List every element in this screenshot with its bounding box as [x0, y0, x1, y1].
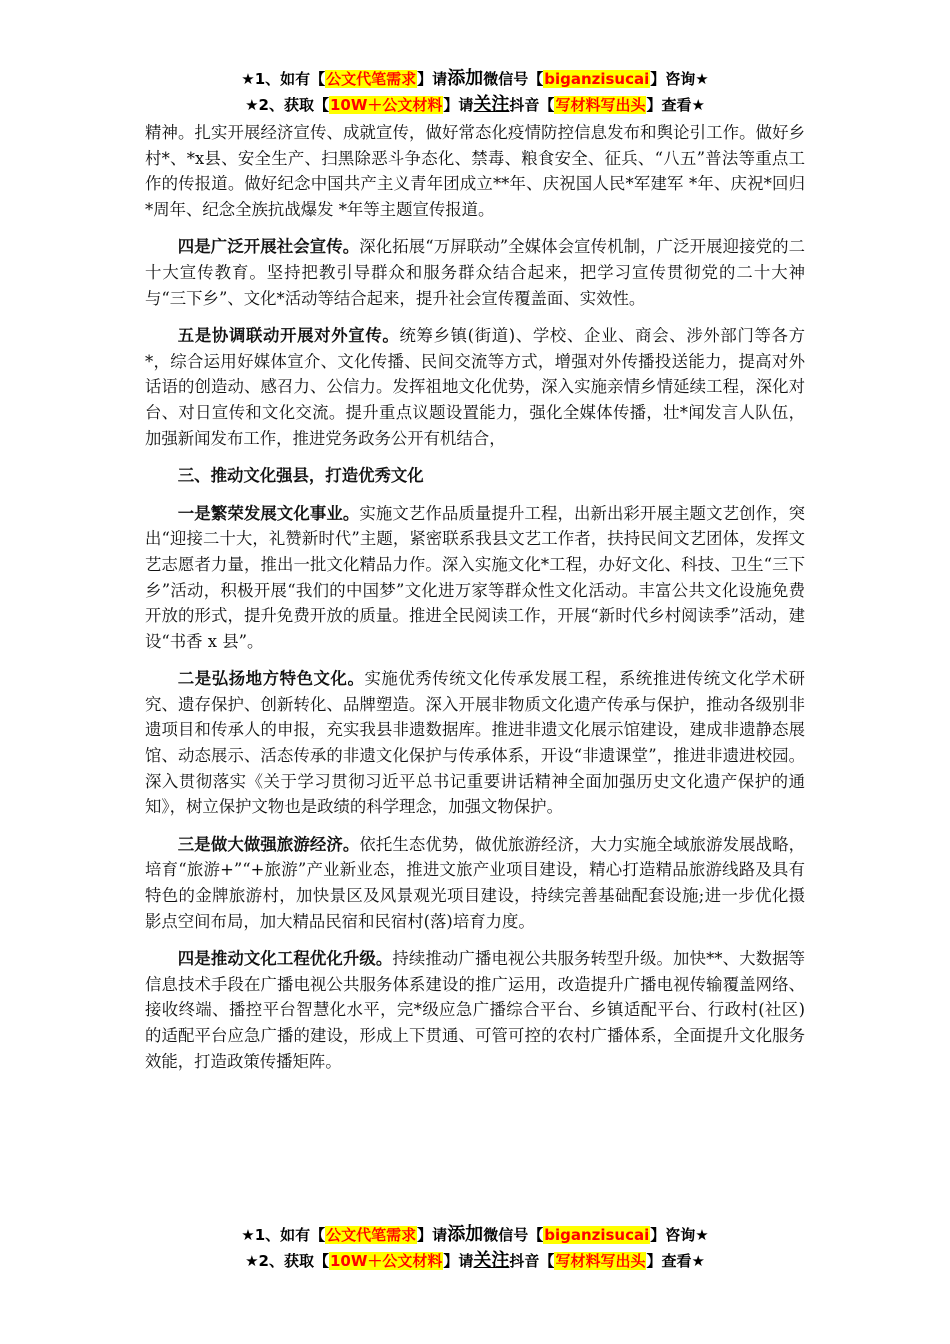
banner-line-2: ★2、获取【10W＋公文材料】请关注抖音【写材料写出头】查看★	[245, 94, 705, 115]
paragraph-lead: 四是广泛开展社会宣传。	[177, 237, 360, 257]
paragraph: 三是做大做强旅游经济。依托生态优势，做优旅游经济，大力实施全域旅游发展战略，培育“旅游+”“+旅游”产业新业态，推进文旅产业项目建设，精心打造精品旅游线路及具有特色的金牌旅游村，加快景区及风景观光项目建设，持续完善基础配套设施;进一步优化摄影点空间布局，加大精品民宿和民宿村(落)培育力度。	[145, 834, 805, 931]
highlight-materials: 10W＋公文材料	[329, 96, 443, 114]
highlight-service: 公文代笔需求	[326, 70, 417, 88]
highlight-douyin-id: 写材料写出头	[555, 96, 646, 114]
bottom-banner	[0, 1222, 950, 1274]
paragraph-lead: 四是推动文化工程优化升级。	[177, 949, 393, 969]
paragraph: 四是推动文化工程优化升级。持续推动广播电视公共服务转型升级。加快**、大数据等信息技术手段在广播电视公共服务体系建设的推广运用，改造提升广播电视传输覆盖网络、接收终端、播控平台智慧化水平，完*级应急广播综合平台、乡镇适配平台、行政村(社区)的适配平台应急广播的建设，形成上下贯通、可管可控的农村广播体系，全面提升文化服务效能，打造政策传播矩阵。	[145, 949, 805, 1071]
top-banner	[0, 66, 950, 118]
paragraph: 二是弘扬地方特色文化。实施优秀传统文化传承发展工程，系统推进传统文化学术研究、遗存保护、创新转化、品牌塑造。深入开展非物质文化遗产传承与保护，推动各级别非遗项目和传承人的申报，充实我县非遗数据库。推进非遗文化展示馆建设，建成非遗静态展馆、动态展示、活态传承的非遗文化保护与传承体系，开设“非遗课堂”，推进非遗进校园。深入贯彻落实《关于学习贯彻习近平总书记重要讲话精神全面加强历史文化遗产保护的通知》，树立保护文物也是政绩的科学理念，加强文物保护。	[145, 669, 806, 817]
paragraph-lead: 二是弘扬地方特色文化。	[177, 669, 365, 689]
highlight-douyin-id: 写材料写出头	[555, 1252, 646, 1270]
banner-line-2: ★2、获取【10W＋公文材料】请关注抖音【写材料写出头】查看★	[245, 1250, 705, 1271]
paragraph: 四是广泛开展社会宣传。深化拓展“万屏联动”全媒体会宣传机制，广泛开展迎接党的二十大宣传教育。坚持把教引导群众和服务群众结合起来，把学习宣传贯彻党的二十大神与“三下乡”、文化*活动等结合起来，提升社会宣传覆盖面、实效性。	[145, 237, 805, 308]
paragraph-lead: 五是协调联动开展对外宣传。	[177, 326, 400, 346]
section-heading: 三、推动文化强县，打造优秀文化	[177, 466, 424, 486]
paragraph: 五是协调联动开展对外宣传。统筹乡镇(街道)、学校、企业、商会、涉外部门等各方*，综合运用好媒体宣介、文化传播、民间交流等方式，增强对外传播投送能力，提高对外话语的创造动、感召力、公信力。发挥祖地文化优势，深入实施亲情乡情延续工程，深化对台、对日宣传和文化交流。提升重点议题设置能力，强化全媒体传播，壮*闻发言人队伍，加强新闻发布工作，推进党务政务公开有机结合，	[145, 326, 806, 448]
highlight-wechat-id: biganzisucai	[544, 1226, 650, 1244]
banner-line-1: ★1、如有【公文代笔需求】请添加微信号【biganzisucai】咨询★	[241, 68, 709, 89]
paragraph: 一是繁荣发展文化事业。实施文艺作品质量提升工程，出新出彩开展主题文艺创作，突出“迎接二十大，礼赞新时代”主题，紧密联系我县文艺工作者，扶持民间文艺团体，发挥文艺志愿者力量，推出一批文化精品力作。深入实施文化*工程，办好文化、科技、卫生“三下乡”活动，积极开展“我们的中国梦”文化进万家等群众性文化活动。丰富公共文化设施免费开放的形式，提升免费开放的质量。推进全民阅读工作，开展“新时代乡村阅读季”活动，建设“书香 x 县”。	[145, 503, 805, 651]
paragraph-lead: 一是繁荣发展文化事业。	[177, 503, 360, 523]
highlight-service: 公文代笔需求	[326, 1226, 417, 1244]
document-body	[145, 120, 805, 1086]
highlight-wechat-id: biganzisucai	[544, 70, 650, 88]
paragraph-lead: 三是做大做强旅游经济。	[177, 834, 360, 854]
banner-line-1: ★1、如有【公文代笔需求】请添加微信号【biganzisucai】咨询★	[241, 1224, 709, 1245]
paragraph: 精神。扎实开展经济宣传、成就宣传，做好常态化疫情防控信息发布和舆论引工作。做好乡村*、*x县、安全生产、扫黑除恶斗争态化、禁毒、粮食安全、征兵、“八五”普法等重点工作的传报道。做好纪念中国共产主义青年团成立**年、庆祝国人民*军建军 *年、庆祝*回归*周年、纪念全族抗战爆发 *年等主题宣传报道。	[145, 123, 805, 219]
highlight-materials: 10W＋公文材料	[329, 1252, 443, 1270]
